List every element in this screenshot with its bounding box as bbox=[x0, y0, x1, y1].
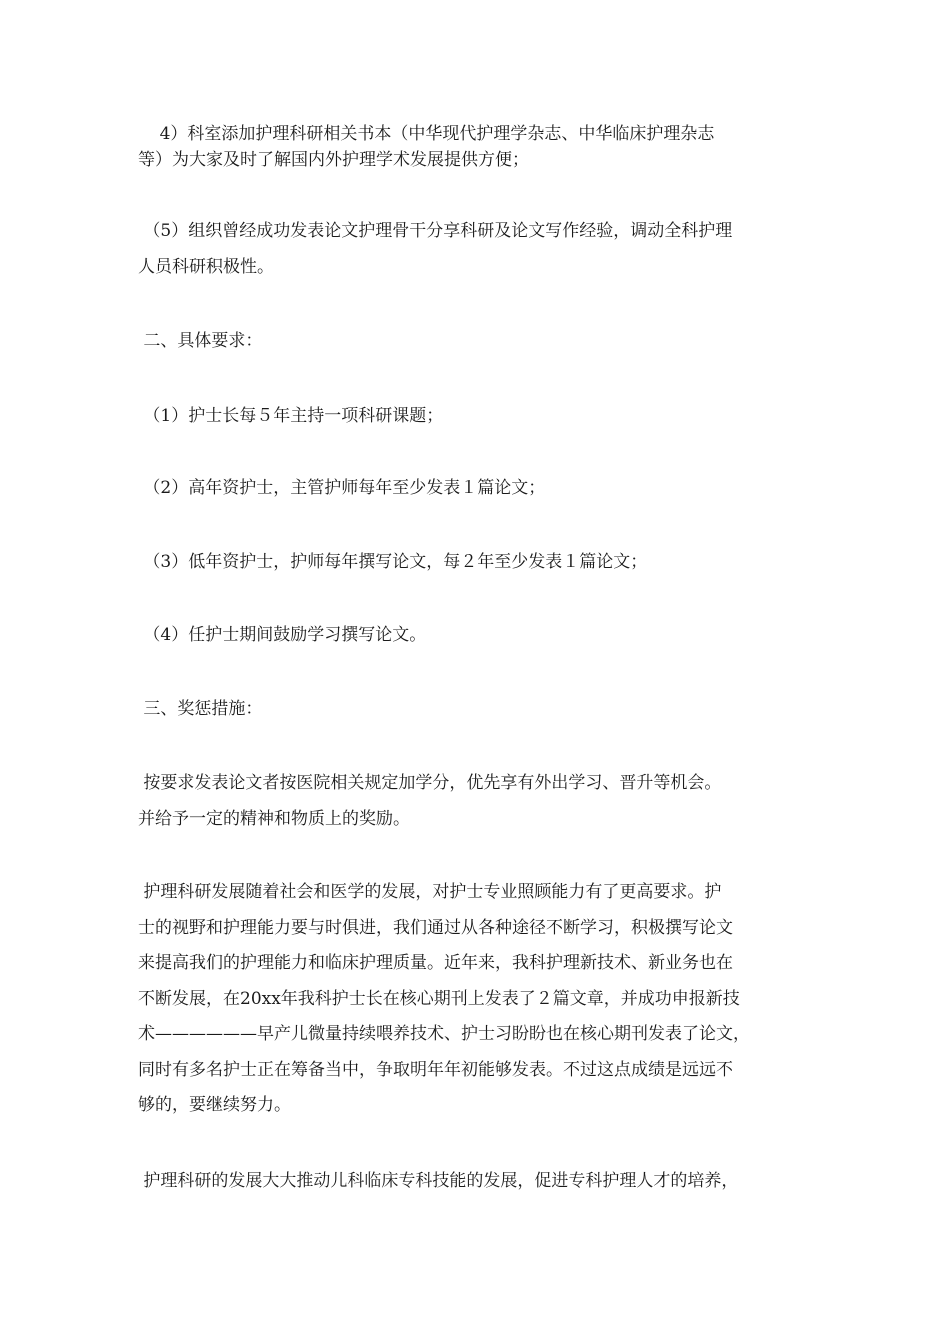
section-heading-rewards bbox=[138, 693, 818, 725]
text-line: 4）科室添加护理科研相关书本（中华现代护理学杂志、中华临床护理杂志 bbox=[138, 124, 715, 144]
requirement-item-3 bbox=[138, 546, 818, 578]
paragraph-clinical-skills bbox=[138, 1163, 818, 1199]
text-line: 护理科研的发展大大推动儿科临床专科技能的发展，促进专科护理人才的培养， bbox=[138, 1171, 739, 1191]
text-line: （1）护士长每５年主持一项科研课题； bbox=[138, 406, 444, 426]
text-line: 同时有多名护士正在筹备当中，争取明年年初能够发表。不过这点成绩是远远不 bbox=[138, 1059, 733, 1080]
text-line: 士的视野和护理能力要与时俱进，我们通过从各种途径不断学习，积极撰写论文 bbox=[138, 917, 733, 938]
text-line: （2）高年资护士，主管护师每年至少发表１篇论文； bbox=[138, 478, 546, 498]
text-line: 按要求发表论文者按医院相关规定加学分，优先享有外出学习、晋升等机会。 bbox=[138, 773, 722, 793]
text-line: （4）任护士期间鼓励学习撰写论文。 bbox=[138, 625, 427, 645]
text-line: （3）低年资护士，护师每年撰写论文，每２年至少发表１篇论文； bbox=[138, 552, 648, 572]
text-line: 术——————早产儿微量持续喂养技术、护士习盼盼也在核心期刊发表了论文， bbox=[138, 1024, 750, 1044]
text-line: 三、奖惩措施： bbox=[138, 699, 263, 719]
paragraph-textbook-resources bbox=[138, 121, 818, 173]
requirement-item-2 bbox=[138, 472, 818, 504]
text-line: 二、具体要求： bbox=[138, 331, 263, 351]
text-line: 不断发展，在20xx年我科护士长在核心期刊上发表了２篇文章，并成功申报新技 bbox=[138, 988, 740, 1009]
text-line: 够的，要继续努力。 bbox=[138, 1095, 291, 1115]
requirement-item-1 bbox=[138, 400, 818, 432]
paragraph-experience-sharing bbox=[138, 213, 818, 285]
text-line: （5）组织曾经成功发表论文护理骨干分享科研及论文写作经验，调动全科护理 bbox=[138, 221, 733, 241]
paragraph-research-development bbox=[138, 875, 818, 1124]
paragraph-rewards bbox=[138, 765, 818, 837]
requirement-item-4 bbox=[138, 619, 818, 651]
section-heading-requirements bbox=[138, 325, 818, 357]
text-line: 并给予一定的精神和物质上的奖励。 bbox=[138, 809, 410, 829]
text-line: 等）为大家及时了解国内外护理学术发展提供方便； bbox=[138, 150, 529, 170]
text-line: 护理科研发展随着社会和医学的发展，对护士专业照顾能力有了更高要求。护 bbox=[138, 882, 722, 902]
text-line: 来提高我们的护理能力和临床护理质量。近年来，我科护理新技术、新业务也在 bbox=[138, 953, 733, 973]
text-line: 人员科研积极性。 bbox=[138, 257, 274, 277]
